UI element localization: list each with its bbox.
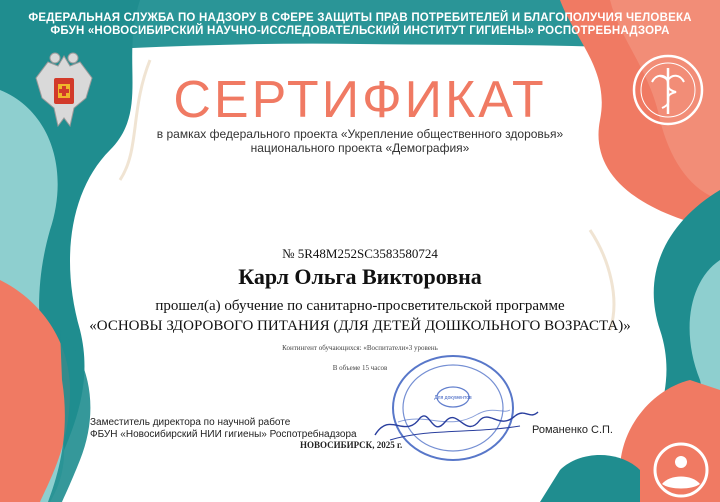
program-title: «ОСНОВЫ ЗДОРОВОГО ПИТАНИЯ (ДЛЯ ДЕТЕЙ ДОШКОЛЬНОГО ВОЗРАСТА)» [89,318,631,334]
subtitle-line-2: национального проекта «Демография» [250,141,470,155]
signatory-name: Романенко С.П. [532,424,613,436]
header-line-2: ФБУН «НОВОСИБИРСКИЙ НАУЧНО-ИССЛЕДОВАТЕЛЬСКИЙ ИНСТИТУТ ГИГИЕНЫ» РОСПОТРЕБНАДЗОРА [50,25,670,37]
contingent-text: Контингент обучающихся: «Воспитатели»3 уровень [282,344,438,352]
child-care-icon [648,440,714,498]
signatory-position: Заместитель директора по научной работе [90,417,291,428]
stamp-text: Для документов [434,395,472,401]
subtitle-line-1: в рамках федерального проекта «Укрепление общественного здоровья» [156,127,564,141]
completion-text: прошел(а) обучение по санитарно-просветительской программе [155,298,565,314]
header-line-1: ФЕДЕРАЛЬНАЯ СЛУЖБА ПО НАДЗОРУ В СФЕРЕ ЗАЩИТЫ ПРАВ ПОТРЕБИТЕЛЕЙ И БЛАГОПОЛУЧИЯ ЧЕЛОВЕКА [28,12,692,24]
hours-text: В объеме 15 часов [332,364,388,372]
signatory-organization: ФБУН «Новосибирский НИИ гигиены» Роспотребнадзора [90,429,357,440]
certificate-title: СЕРТИФИКАТ [173,71,547,129]
city-year: НОВОСИБИРСК, 2025 г. [300,440,403,450]
recipient-name: Карл Ольга Викторовна [238,264,482,289]
certificate-number: № 5R48M252SC3583580724 [282,246,438,261]
